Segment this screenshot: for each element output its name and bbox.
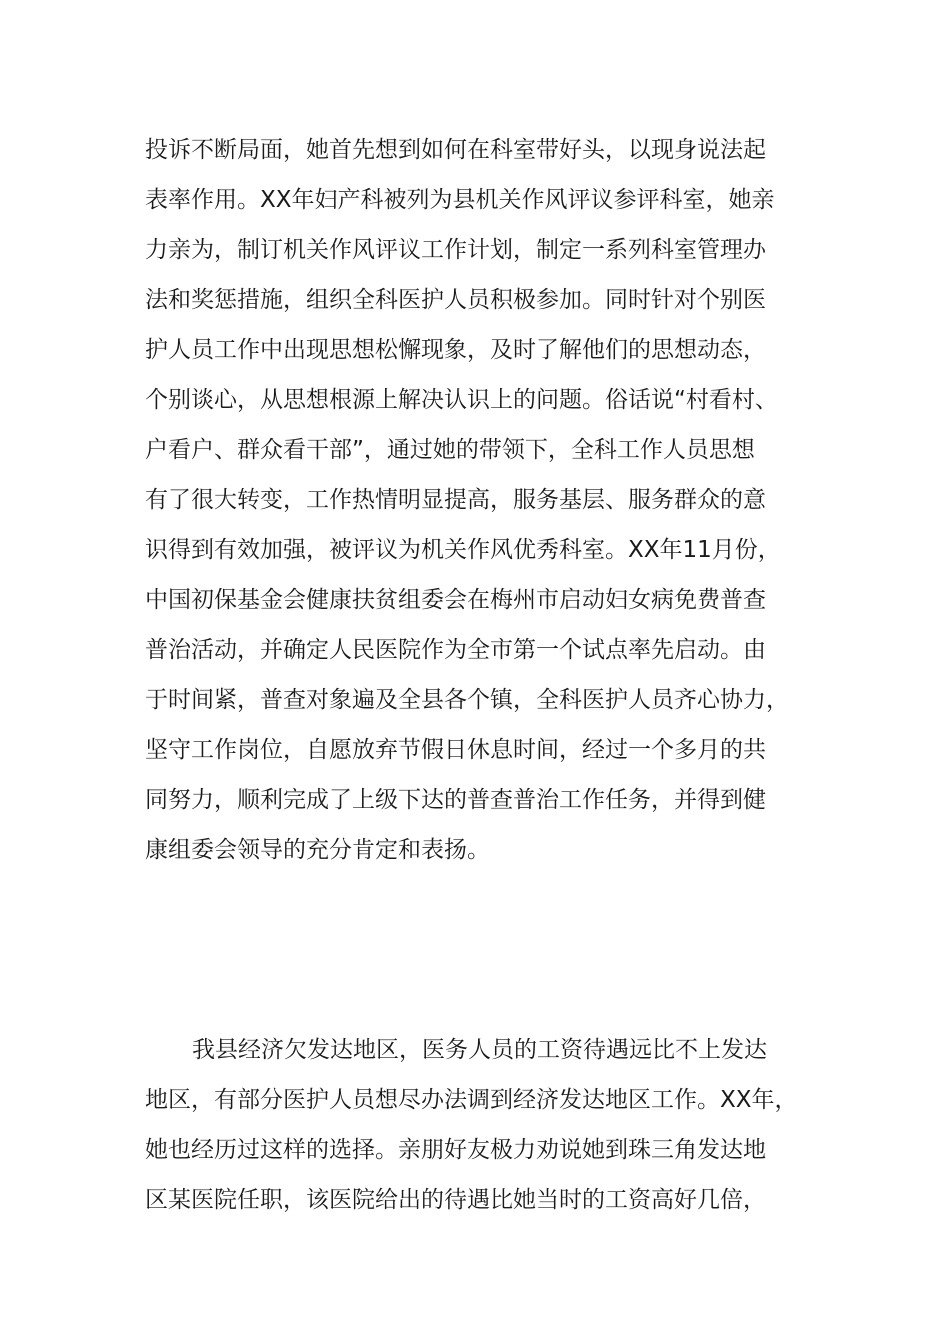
paragraph-1-line-5: 护人员工作中出现思想松懈现象，及时了解他们的思想动态， [145,337,766,363]
paragraph-1-line-6: 个别谈心，从思想根源上解决认识上的问题。俗话说“村看村、 [145,387,778,413]
paragraph-1-line-9: 识得到有效加强，被评议为机关作风优秀科室。XX年11月份， [145,537,781,563]
paragraph-2-line-2: 地区，有部分医护人员想尽办法调到经济发达地区工作。XX年， [145,1087,798,1113]
paragraph-1-line-15: 康组委会领导的充分肯定和表扬。 [145,837,490,863]
paragraph-1-line-10: 中国初保基金会健康扶贫组委会在梅州市启动妇女病免费普查 [145,587,766,613]
paragraph-1-line-12: 于时间紧，普查对象遍及全县各个镇，全科医护人员齐心协力， [145,687,789,713]
paragraph-1-line-4: 法和奖惩措施，组织全科医护人员积极参加。同时针对个别医 [145,287,766,313]
paragraph-1-line-8: 有了很大转变，工作热情明显提高，服务基层、服务群众的意 [145,487,766,513]
paragraph-1-line-7: 户看户、群众看干部”，通过她的带领下，全科工作人员思想 [145,437,755,463]
paragraph-2-line-4: 区某医院任职，该医院给出的待遇比她当时的工资高好几倍， [145,1187,766,1213]
paragraph-1-line-3: 力亲为，制订机关作风评议工作计划，制定一系列科室管理办 [145,237,766,263]
paragraph-1-line-1: 投诉不断局面，她首先想到如何在科室带好头，以现身说法起 [145,137,766,163]
paragraph-2-line-1: 我县经济欠发达地区，医务人员的工资待遇远比不上发达 [192,1037,767,1063]
paragraph-1-line-13: 坚守工作岗位，自愿放弃节假日休息时间，经过一个多月的共 [145,737,766,763]
paragraph-1-line-2: 表率作用。XX年妇产科被列为县机关作风评议参评科室，她亲 [145,187,775,213]
paragraph-1-line-14: 同努力，顺利完成了上级下达的普查普治工作任务，并得到健 [145,787,766,813]
paragraph-2-line-3: 她也经历过这样的选择。亲朋好友极力劝说她到珠三角发达地 [145,1137,766,1163]
paragraph-1-line-11: 普治活动，并确定人民医院作为全市第一个试点率先启动。由 [145,637,766,663]
